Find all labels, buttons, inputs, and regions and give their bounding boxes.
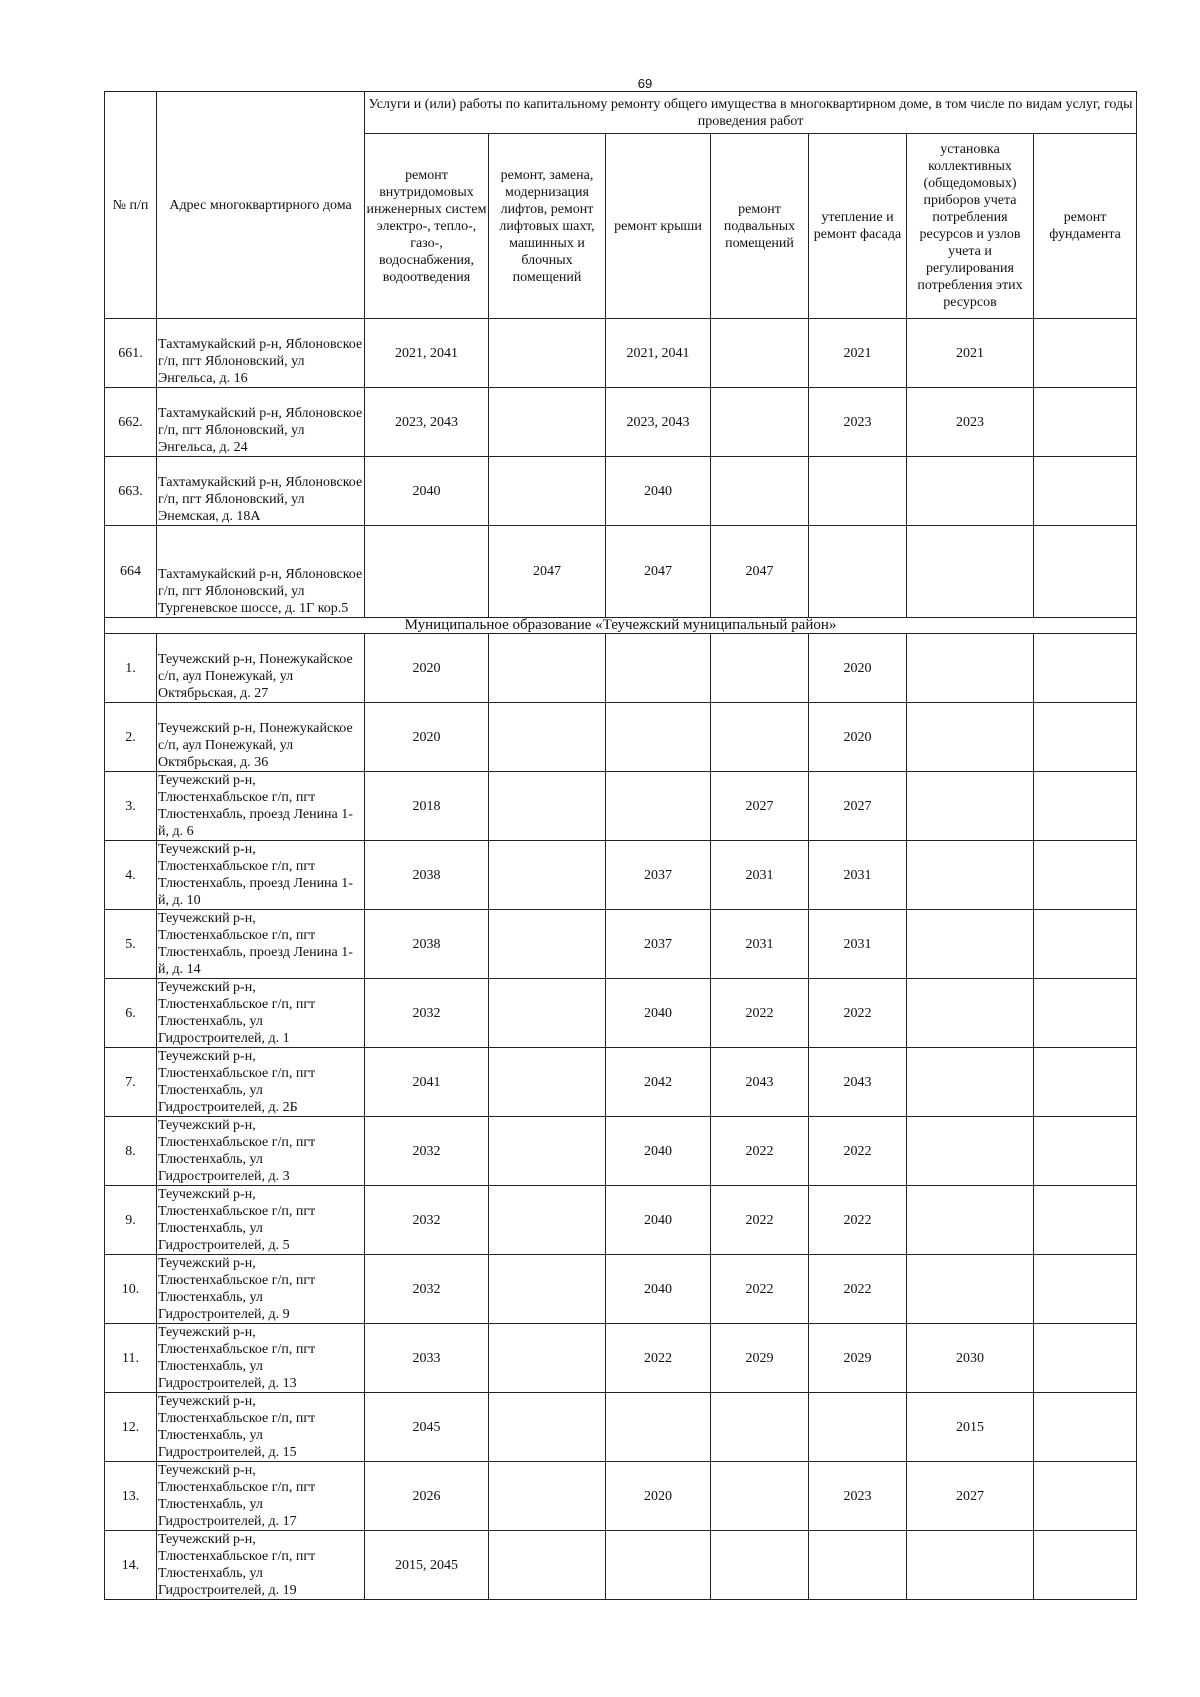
cell-foundation: [1034, 703, 1137, 772]
cell-engineering: [365, 526, 489, 618]
cell-basement: 2047: [711, 526, 809, 618]
row-number: 661.: [105, 319, 157, 388]
header-number: № п/п: [105, 92, 157, 319]
cell-basement: 2022: [711, 1186, 809, 1255]
row-address: Теучежский р-н, Тлюстенхабльское г/п, пгт Тлюстенхабль, ул Гидростроителей, д. 9: [157, 1255, 365, 1324]
cell-basement: [711, 1531, 809, 1600]
row-address: Тахтамукайский р-н, Яблоновское г/п, пгт Яблоновский, ул Энемская, д. 18А: [157, 457, 365, 526]
cell-foundation: [1034, 979, 1137, 1048]
row-address: Теучежский р-н, Тлюстенхабльское г/п, пгт Тлюстенхабль, проезд Ленина 1-й, д. 14: [157, 910, 365, 979]
row-number: 664: [105, 526, 157, 618]
row-address: Теучежский р-н, Тлюстенхабльское г/п, пгт Тлюстенхабль, ул Гидростроителей, д. 15: [157, 1393, 365, 1462]
row-address: Теучежский р-н, Тлюстенхабльское г/п, пгт Тлюстенхабль, ул Гидростроителей, д. 1: [157, 979, 365, 1048]
cell-meters: [907, 526, 1034, 618]
cell-basement: 2027: [711, 772, 809, 841]
cell-meters: [907, 1186, 1034, 1255]
cell-facade: 2043: [809, 1048, 907, 1117]
cell-meters: 2027: [907, 1462, 1034, 1531]
table-body-part1: [105, 319, 1137, 618]
cell-facade: [809, 526, 907, 618]
row-number: 663.: [105, 457, 157, 526]
header-foundation: ремонт фундамента: [1034, 134, 1137, 319]
cell-foundation: [1034, 1255, 1137, 1324]
cell-facade: 2029: [809, 1324, 907, 1393]
cell-elevators: [489, 1531, 606, 1600]
cell-elevators: [489, 1186, 606, 1255]
cell-basement: [711, 703, 809, 772]
cell-roof: [606, 772, 711, 841]
section-title: Муниципальное образование «Теучежский муниципальный район»: [105, 618, 1137, 634]
cell-roof: [606, 1393, 711, 1462]
cell-elevators: [489, 388, 606, 457]
cell-foundation: [1034, 634, 1137, 703]
cell-roof: 2037: [606, 841, 711, 910]
cell-elevators: [489, 634, 606, 703]
cell-meters: [907, 979, 1034, 1048]
cell-roof: [606, 634, 711, 703]
row-address: Теучежский р-н, Понежукайское с/п, аул Понежукай, ул Октябрьская, д. 36: [157, 703, 365, 772]
table-header: [105, 92, 1137, 319]
cell-foundation: [1034, 1324, 1137, 1393]
cell-engineering: 2032: [365, 1186, 489, 1255]
cell-foundation: [1034, 1117, 1137, 1186]
cell-basement: 2031: [711, 841, 809, 910]
cell-basement: 2031: [711, 910, 809, 979]
cell-foundation: [1034, 1393, 1137, 1462]
cell-engineering: 2026: [365, 1462, 489, 1531]
table-section: [105, 618, 1137, 634]
cell-elevators: [489, 1393, 606, 1462]
cell-facade: 2020: [809, 634, 907, 703]
cell-foundation: [1034, 526, 1137, 618]
table-row: [105, 979, 1137, 1048]
cell-basement: 2022: [711, 1255, 809, 1324]
row-address: Теучежский р-н, Тлюстенхабльское г/п, пгт Тлюстенхабль, ул Гидростроителей, д. 13: [157, 1324, 365, 1393]
table-row: [105, 1186, 1137, 1255]
row-number: 6.: [105, 979, 157, 1048]
row-number: 14.: [105, 1531, 157, 1600]
cell-foundation: [1034, 388, 1137, 457]
table-row: [105, 1048, 1137, 1117]
cell-facade: [809, 1531, 907, 1600]
header-meters: установка коллективных (общедомовых) приборов учета потребления ресурсов и узлов учета и регулирования потребления этих ресурсов: [907, 134, 1034, 319]
cell-engineering: 2038: [365, 841, 489, 910]
cell-foundation: [1034, 841, 1137, 910]
cell-foundation: [1034, 319, 1137, 388]
cell-facade: 2027: [809, 772, 907, 841]
cell-engineering: 2015, 2045: [365, 1531, 489, 1600]
cell-basement: 2022: [711, 1117, 809, 1186]
cell-basement: [711, 634, 809, 703]
cell-roof: 2040: [606, 457, 711, 526]
cell-meters: 2030: [907, 1324, 1034, 1393]
cell-elevators: [489, 1117, 606, 1186]
cell-meters: [907, 457, 1034, 526]
header-roof: ремонт крыши: [606, 134, 711, 319]
cell-elevators: [489, 979, 606, 1048]
cell-basement: [711, 319, 809, 388]
table-row: [105, 703, 1137, 772]
cell-engineering: 2018: [365, 772, 489, 841]
row-address: Теучежский р-н, Тлюстенхабльское г/п, пгт Тлюстенхабль, проезд Ленина 1-й, д. 10: [157, 841, 365, 910]
cell-roof: 2037: [606, 910, 711, 979]
row-number: 2.: [105, 703, 157, 772]
header-engineering-systems: ремонт внутридомовых инженерных систем электро-, тепло-, газо-, водоснабжения, водоотведения: [365, 134, 489, 319]
cell-facade: 2020: [809, 703, 907, 772]
table-row: [105, 526, 1137, 618]
cell-facade: 2022: [809, 1255, 907, 1324]
cell-engineering: 2033: [365, 1324, 489, 1393]
row-number: 662.: [105, 388, 157, 457]
header-basement: ремонт подвальных помещений: [711, 134, 809, 319]
table-row: [105, 634, 1137, 703]
cell-foundation: [1034, 457, 1137, 526]
cell-roof: 2040: [606, 1255, 711, 1324]
row-number: 7.: [105, 1048, 157, 1117]
cell-roof: 2040: [606, 979, 711, 1048]
cell-foundation: [1034, 772, 1137, 841]
cell-meters: [907, 1255, 1034, 1324]
cell-engineering: 2032: [365, 979, 489, 1048]
cell-basement: [711, 388, 809, 457]
row-number: 3.: [105, 772, 157, 841]
cell-meters: [907, 910, 1034, 979]
table-row: [105, 1393, 1137, 1462]
cell-foundation: [1034, 1186, 1137, 1255]
cell-elevators: [489, 703, 606, 772]
header-elevators: ремонт, замена, модернизация лифтов, ремонт лифтовых шахт, машинных и блочных помещений: [489, 134, 606, 319]
cell-engineering: 2023, 2043: [365, 388, 489, 457]
cell-elevators: [489, 841, 606, 910]
cell-elevators: [489, 319, 606, 388]
cell-foundation: [1034, 1462, 1137, 1531]
cell-roof: 2047: [606, 526, 711, 618]
cell-engineering: 2045: [365, 1393, 489, 1462]
cell-engineering: 2040: [365, 457, 489, 526]
row-number: 12.: [105, 1393, 157, 1462]
table-row: [105, 772, 1137, 841]
row-number: 1.: [105, 634, 157, 703]
row-number: 13.: [105, 1462, 157, 1531]
cell-roof: 2022: [606, 1324, 711, 1393]
row-number: 5.: [105, 910, 157, 979]
cell-roof: 2040: [606, 1186, 711, 1255]
cell-basement: 2029: [711, 1324, 809, 1393]
section-row: [105, 618, 1137, 634]
row-number: 8.: [105, 1117, 157, 1186]
table-row: [105, 457, 1137, 526]
cell-foundation: [1034, 1531, 1137, 1600]
cell-roof: 2040: [606, 1117, 711, 1186]
table-row: [105, 1531, 1137, 1600]
header-address: Адрес многоквартирного дома: [157, 92, 365, 319]
cell-meters: [907, 1117, 1034, 1186]
row-number: 9.: [105, 1186, 157, 1255]
cell-elevators: [489, 1255, 606, 1324]
cell-meters: [907, 772, 1034, 841]
cell-meters: [907, 841, 1034, 910]
cell-facade: 2022: [809, 1117, 907, 1186]
cell-roof: 2021, 2041: [606, 319, 711, 388]
cell-facade: 2023: [809, 1462, 907, 1531]
cell-facade: 2031: [809, 910, 907, 979]
cell-roof: 2020: [606, 1462, 711, 1531]
page-number: 69: [637, 76, 653, 91]
cell-meters: [907, 1048, 1034, 1117]
cell-engineering: 2038: [365, 910, 489, 979]
table-row: [105, 1117, 1137, 1186]
row-address: Теучежский р-н, Понежукайское с/п, аул Понежукай, ул Октябрьская, д. 27: [157, 634, 365, 703]
cell-facade: [809, 1393, 907, 1462]
row-number: 10.: [105, 1255, 157, 1324]
cell-facade: 2022: [809, 1186, 907, 1255]
cell-engineering: 2020: [365, 634, 489, 703]
row-address: Тахтамукайский р-н, Яблоновское г/п, пгт Яблоновский, ул Тургеневское шоссе, д. 1Г кор.5: [157, 526, 365, 618]
row-address: Теучежский р-н, Тлюстенхабльское г/п, пгт Тлюстенхабль, ул Гидростроителей, д. 17: [157, 1462, 365, 1531]
row-address: Теучежский р-н, Тлюстенхабльское г/п, пгт Тлюстенхабль, ул Гидростроителей, д. 19: [157, 1531, 365, 1600]
row-address: Теучежский р-н, Тлюстенхабльское г/п, пгт Тлюстенхабль, проезд Ленина 1-й, д. 6: [157, 772, 365, 841]
cell-meters: [907, 703, 1034, 772]
row-address: Теучежский р-н, Тлюстенхабльское г/п, пгт Тлюстенхабль, ул Гидростроителей, д. 3: [157, 1117, 365, 1186]
cell-engineering: 2021, 2041: [365, 319, 489, 388]
cell-elevators: 2047: [489, 526, 606, 618]
table-body-part2: [105, 634, 1137, 1600]
cell-roof: [606, 703, 711, 772]
capital-repair-table: [104, 91, 1137, 1600]
cell-meters: 2021: [907, 319, 1034, 388]
cell-meters: 2015: [907, 1393, 1034, 1462]
header-facade: утепление и ремонт фасада: [809, 134, 907, 319]
cell-facade: 2021: [809, 319, 907, 388]
row-address: Теучежский р-н, Тлюстенхабльское г/п, пгт Тлюстенхабль, ул Гидростроителей, д. 2Б: [157, 1048, 365, 1117]
cell-roof: 2042: [606, 1048, 711, 1117]
cell-foundation: [1034, 1048, 1137, 1117]
row-address: Тахтамукайский р-н, Яблоновское г/п, пгт Яблоновский, ул Энгельса, д. 16: [157, 319, 365, 388]
cell-facade: 2031: [809, 841, 907, 910]
cell-meters: 2023: [907, 388, 1034, 457]
cell-basement: [711, 1462, 809, 1531]
cell-engineering: 2032: [365, 1117, 489, 1186]
cell-elevators: [489, 910, 606, 979]
cell-facade: [809, 457, 907, 526]
table-row: [105, 910, 1137, 979]
cell-roof: 2023, 2043: [606, 388, 711, 457]
table-row: [105, 1255, 1137, 1324]
cell-basement: [711, 1393, 809, 1462]
table-row: [105, 1324, 1137, 1393]
cell-basement: 2043: [711, 1048, 809, 1117]
cell-elevators: [489, 457, 606, 526]
cell-engineering: 2041: [365, 1048, 489, 1117]
cell-elevators: [489, 1324, 606, 1393]
table-row: [105, 319, 1137, 388]
cell-elevators: [489, 1048, 606, 1117]
cell-foundation: [1034, 910, 1137, 979]
cell-facade: 2023: [809, 388, 907, 457]
cell-engineering: 2032: [365, 1255, 489, 1324]
cell-elevators: [489, 772, 606, 841]
cell-elevators: [489, 1462, 606, 1531]
cell-engineering: 2020: [365, 703, 489, 772]
cell-basement: [711, 457, 809, 526]
cell-facade: 2022: [809, 979, 907, 1048]
cell-roof: [606, 1531, 711, 1600]
table-row: [105, 1462, 1137, 1531]
row-number: 11.: [105, 1324, 157, 1393]
cell-meters: [907, 634, 1034, 703]
row-address: Тахтамукайский р-н, Яблоновское г/п, пгт Яблоновский, ул Энгельса, д. 24: [157, 388, 365, 457]
header-services: Услуги и (или) работы по капитальному ремонту общего имущества в многоквартирном доме, в том числе по видам услуг, годы проведения работ: [365, 92, 1137, 134]
table-row: [105, 841, 1137, 910]
row-number: 4.: [105, 841, 157, 910]
cell-basement: 2022: [711, 979, 809, 1048]
cell-meters: [907, 1531, 1034, 1600]
row-address: Теучежский р-н, Тлюстенхабльское г/п, пгт Тлюстенхабль, ул Гидростроителей, д. 5: [157, 1186, 365, 1255]
table-row: [105, 388, 1137, 457]
